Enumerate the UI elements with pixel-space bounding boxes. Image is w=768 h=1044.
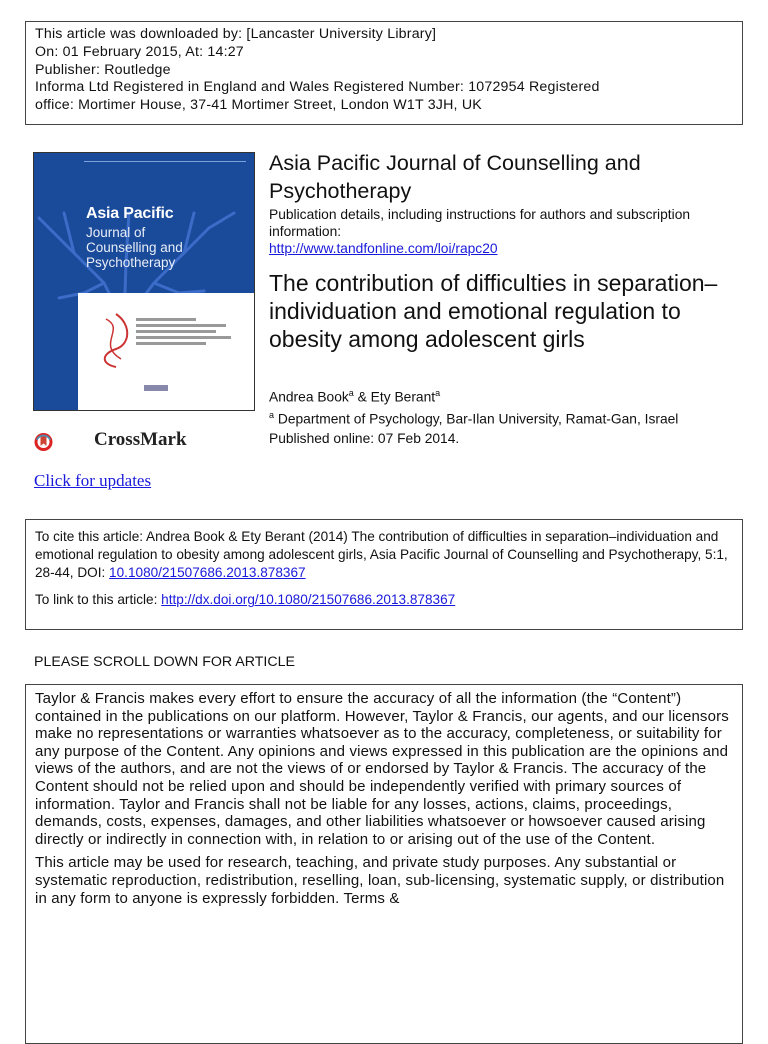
citation-text: To cite this article: Andrea Book & Ety Berant (2014) The contribution of difficulties in separation–individuation and emotional regulation to obesity among adolescent girls, Asia Pacific Journal of Counselling and Psychotherapy, 5:1, 28-44, DOI: xyxy=(35,529,728,580)
affiliation-sup: a xyxy=(269,410,275,420)
authors xyxy=(269,385,440,406)
published-date: Published online: 07 Feb 2014. xyxy=(269,430,460,446)
publication-details xyxy=(269,206,739,257)
registered-office: office: Mortimer House, 37-41 Mortimer Street, London W1T 3JH, UK xyxy=(35,97,482,114)
article-link-row xyxy=(35,591,733,609)
publisher: Publisher: Routledge xyxy=(35,61,171,78)
cover-title-line3: Counselling and xyxy=(86,240,183,255)
link-label: To link to this article: xyxy=(35,592,162,608)
download-info-box xyxy=(25,21,743,125)
cover-top-rule xyxy=(84,161,246,166)
citation-box xyxy=(25,519,743,630)
disclaimer-paragraph-2: This article may be used for research, teaching, and private study purposes. Any substantial or systematic reproduction, redistribution, reselling, loan, sub-licensing, systematic supply, or distribution in any form to anyone is expressly forbidden. Terms & xyxy=(35,854,725,907)
affiliation: Department of Psychology, Bar-Ilan University, Ramat-Gan, Israel xyxy=(277,411,679,427)
author-separator: & xyxy=(353,389,371,405)
author-2-sup: a xyxy=(435,388,441,398)
scroll-notice: PLEASE SCROLL DOWN FOR ARTICLE xyxy=(34,654,295,670)
publication-details-text: Publication details, including instructions for authors and subscription information: xyxy=(269,207,691,239)
disclaimer-paragraph-1: Taylor & Francis makes every effort to ensure the accuracy of all the information (the “Content”) contained in the publications on our platform. However, Taylor & Francis, our agents, and our licensors make no representations or warranties whatsoever as to the accuracy, completeness, or suitability for any purpose of the Content. Any opinions and views expressed in this publication are the opinions and views of the authors, and are not the views of or endorsed by Taylor & Francis. The accuracy of the Content should not be relied upon and should be independently verified with primary sources of information. Taylor and Francis shall not be liable for any losses, actions, claims, proceedings, demands, costs, expenses, damages, and other liabilities whatsoever or howsoever caused arising directly or indirectly in connection with, in relation to or arising out of the use of the Content. xyxy=(35,690,729,848)
journal-url-link[interactable]: http://www.tandfonline.com/loi/rapc20 xyxy=(269,241,498,256)
cover-title-line1: Asia Pacific xyxy=(86,205,174,222)
download-line: This article was downloaded by: [Lancaster University Library] xyxy=(35,26,437,42)
cover-title-lines xyxy=(86,225,183,270)
affiliation-block xyxy=(269,406,678,448)
author-2: Ety Berant xyxy=(370,389,436,405)
download-date: On: 01 February 2015, At: 14:27 xyxy=(35,43,244,60)
article-doi-url-link[interactable]: http://dx.doi.org/10.1080/21507686.2013.878367 xyxy=(161,592,456,608)
publisher-logo-icon xyxy=(144,385,168,391)
disclaimer-box xyxy=(25,684,743,1044)
cover-title-line2: Journal of xyxy=(86,225,146,240)
crossmark-icon[interactable] xyxy=(33,416,93,468)
cover-text-lines xyxy=(136,315,236,348)
crossmark-label[interactable]: CrossMark xyxy=(94,429,187,450)
author-1-sup: a xyxy=(348,388,354,398)
cover-title-line4: Psychotherapy xyxy=(86,255,176,270)
journal-title: Asia Pacific Journal of Counselling and Psychotherapy xyxy=(269,151,641,203)
journal-cover-image xyxy=(33,152,255,411)
registration-line: Informa Ltd Registered in England and Wales Registered Number: 1072954 Registered xyxy=(35,79,600,96)
citation-text-block xyxy=(35,528,733,581)
doi-link[interactable]: 10.1080/21507686.2013.878367 xyxy=(109,564,306,580)
click-for-updates-link[interactable]: Click for updates xyxy=(34,471,152,490)
cover-white-panel xyxy=(78,293,254,411)
author-1: Andrea Book xyxy=(269,389,349,405)
article-title: The contribution of difficulties in separation–individuation and emotional regulation to obesity among adolescent girls xyxy=(269,270,718,352)
